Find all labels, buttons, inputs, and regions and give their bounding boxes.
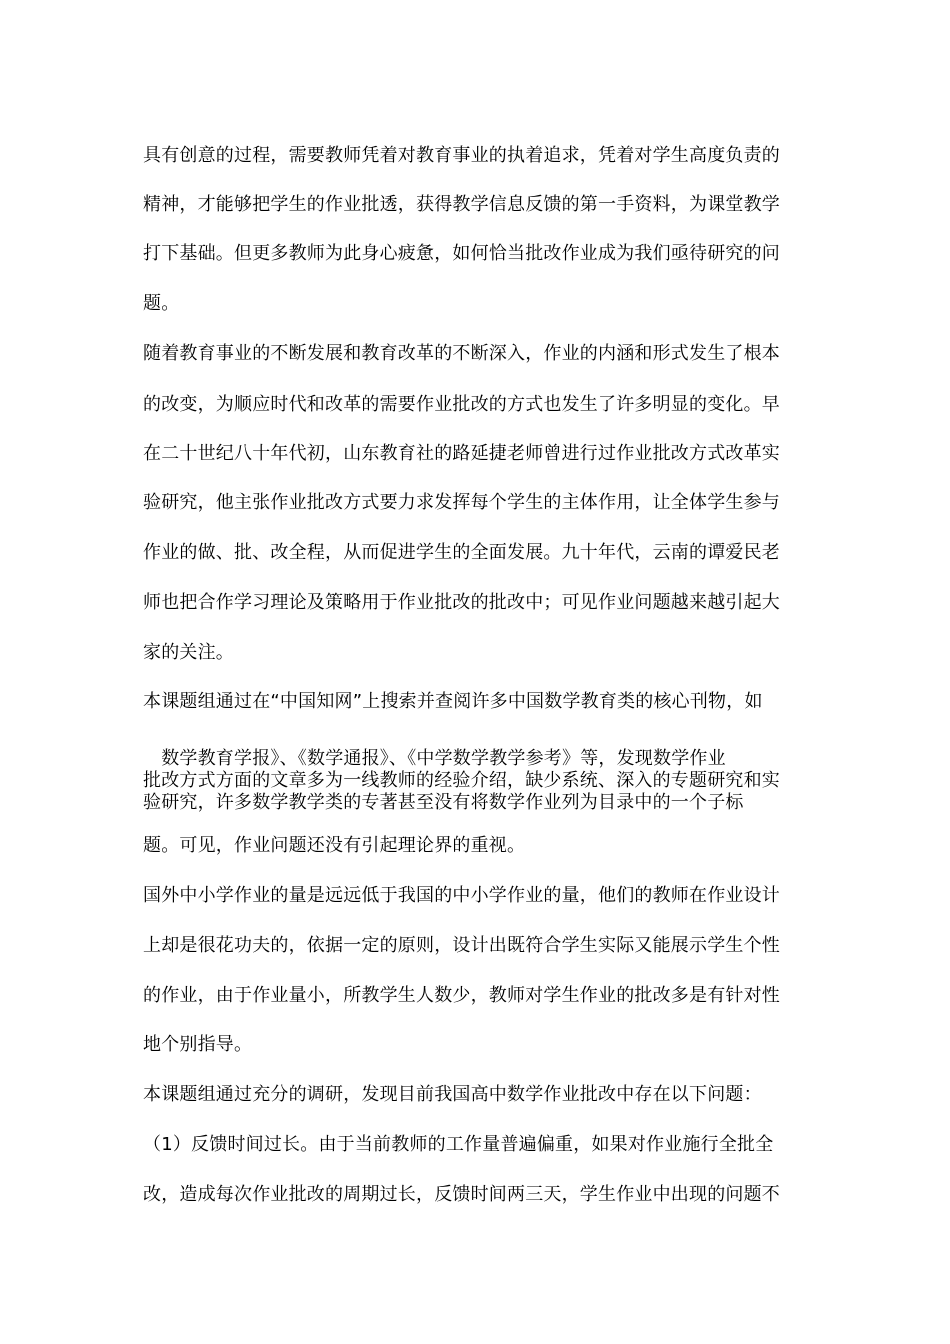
text-line: 数学教育学报》、《数学通报》、《中学数学教学参考》等，发现数学作业 [143, 748, 726, 769]
text-line: 改，造成每次作业批改的周期过长，反馈时间两三天，学生作业中出现的问题不 [143, 1184, 780, 1205]
text-line: 批改方式方面的文章多为一线教师的经验介绍，缺少系统、深入的专题研究和实 [143, 770, 780, 791]
text-line: 题。 [143, 293, 180, 314]
text-line: 的改变，为顺应时代和改革的需要作业批改的方式也发生了许多明显的变化。早 [143, 394, 780, 415]
text-line: 题。可见，作业问题还没有引起理论界的重视。 [143, 835, 526, 856]
text-line: 验研究，他主张作业批改方式要力求发挥每个学生的主体作用，让全体学生参与 [143, 492, 780, 513]
text-line: 国外中小学作业的量是远远低于我国的中小学作业的量，他们的教师在作业设计 [143, 885, 780, 906]
text-line: 验研究，许多数学教学类的专著甚至没有将数学作业列为目录中的一个子标 [143, 792, 744, 813]
text-line: 随着教育事业的不断发展和教育改革的不断深入，作业的内涵和形式发生了根本 [143, 343, 780, 364]
text-line: 具有创意的过程，需要教师凭着对教育事业的执着追求，凭着对学生高度负责的 [143, 145, 780, 166]
text-line: 的作业，由于作业量小，所教学生人数少，教师对学生作业的批改多是有针对性 [143, 985, 780, 1006]
text-line: 本课题组通过在“中国知网”上搜索并查阅许多中国数学教育类的核心刊物，如 [143, 691, 763, 712]
text-line: 本课题组通过充分的调研，发现目前我国高中数学作业批改中存在以下问题： [143, 1084, 762, 1105]
text-line: 在二十世纪八十年代初，山东教育社的路延捷老师曾进行过作业批改方式改革实 [143, 443, 780, 464]
text-line: 精神，才能够把学生的作业批透，获得教学信息反馈的第一手资料，为课堂教学 [143, 194, 780, 215]
text-line: （1）反馈时间过长。由于当前教师的工作量普遍偏重，如果对作业施行全批全 [143, 1134, 774, 1155]
text-line: 打下基础。但更多教师为此身心疲惫，如何恰当批改作业成为我们亟待研究的问 [143, 243, 780, 264]
text-line: 家的关注。 [143, 642, 234, 663]
text-line: 师也把合作学习理论及策略用于作业批改的批改中；可见作业问题越来越引起大 [143, 592, 780, 613]
text-line: 地个别指导。 [143, 1034, 253, 1055]
text-line: 上却是很花功夫的，依据一定的原则，设计出既符合学生实际又能展示学生个性 [143, 935, 780, 956]
text-line: 作业的做、批、改全程，从而促进学生的全面发展。九十年代，云南的谭爱民老 [143, 542, 780, 563]
